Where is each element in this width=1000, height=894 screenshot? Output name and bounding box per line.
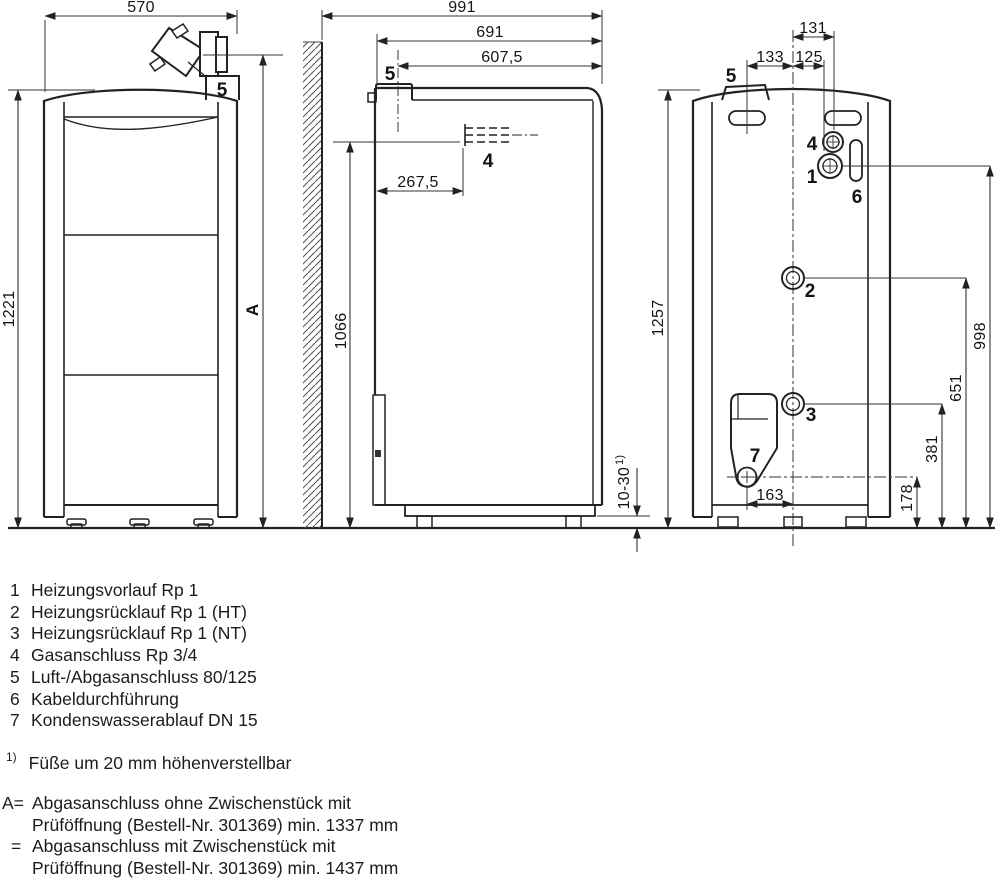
connection-gas xyxy=(823,132,843,152)
rear-view xyxy=(693,30,890,546)
legend-item-number: 3 xyxy=(10,623,20,644)
callout-return-nt: 3 xyxy=(805,405,817,426)
legend-item-number: 6 xyxy=(10,688,20,709)
legend-item xyxy=(10,580,258,602)
gas-pipe-hidden xyxy=(465,124,538,146)
legend-item-number: 2 xyxy=(10,601,20,622)
legend-item-number: 1 xyxy=(10,580,20,600)
note-a xyxy=(2,793,398,879)
legend-item-label: Heizungsvorlauf Rp 1 xyxy=(31,580,199,600)
legend-item xyxy=(10,645,258,667)
front-feet xyxy=(67,519,213,528)
dim-front-height: 1221 xyxy=(1,290,18,328)
legend-item xyxy=(10,710,258,732)
footnote-marker: 1) xyxy=(6,750,17,764)
dim-return-nt-height: 381 xyxy=(924,435,941,463)
dim-offset-gas: 131 xyxy=(799,20,827,37)
side-dimensions xyxy=(322,10,650,552)
legend-item-label: Luft-/Abgasanschluss 80/125 xyxy=(31,666,257,687)
front-view xyxy=(44,24,239,528)
callout-condensate: 7 xyxy=(749,446,761,467)
note-a-line xyxy=(2,793,398,815)
dim-side-height: 1066 xyxy=(333,312,350,350)
callout-flue-front: 5 xyxy=(216,80,228,101)
dim-wall-to-front: 991 xyxy=(448,0,476,16)
dim-offset-slot: 133 xyxy=(756,49,784,66)
rear-feet xyxy=(718,517,866,527)
legend-item-number: 7 xyxy=(10,710,20,731)
connection-flow xyxy=(818,154,842,178)
callout-return-ht: 2 xyxy=(804,281,816,302)
dim-offset-flow: 125 xyxy=(795,49,823,66)
legend-item-label: Heizungsrücklauf Rp 1 (HT) xyxy=(31,601,247,622)
legend-item-number: 4 xyxy=(10,645,20,666)
dim-condensate-offset: 163 xyxy=(756,487,784,504)
callout-gas-side: 4 xyxy=(482,151,494,172)
callout-cable: 6 xyxy=(851,187,863,208)
note-a-text: Prüföffnung (Bestell-Nr. 301369) min. 1337 mm xyxy=(32,814,399,835)
dim-flue-to-front: 607,5 xyxy=(481,49,523,66)
dim-clearance-a: A xyxy=(243,303,262,317)
footnote xyxy=(6,750,291,774)
footnote-text: Füße um 20 mm höhenverstellbar xyxy=(28,753,292,773)
note-a-text: Abgasanschluss mit Zwischenstück mit xyxy=(32,836,336,857)
dim-gas-offset: 267,5 xyxy=(397,174,439,191)
connection-cable-grommet xyxy=(850,140,862,181)
note-a-text: Prüföffnung (Bestell-Nr. 301369) min. 1437 mm xyxy=(32,857,399,878)
legend-item xyxy=(10,623,258,645)
dim-condensate-height: 178 xyxy=(899,484,916,512)
callout-gas-rear: 4 xyxy=(806,134,818,155)
dim-depth: 691 xyxy=(476,24,504,41)
note-a-marker: A= xyxy=(2,793,24,813)
dim-foot-adjust: 10-30$^{1)}$ xyxy=(614,454,633,510)
legend-item-label: Heizungsrücklauf Rp 1 (NT) xyxy=(31,623,247,644)
note-a-line xyxy=(2,858,398,880)
wall-section xyxy=(303,42,322,528)
legend xyxy=(10,580,258,732)
legend-item xyxy=(10,667,258,689)
legend-item-label: Kondenswasserablauf DN 15 xyxy=(31,710,258,731)
dim-flow-height: 998 xyxy=(972,322,989,350)
callout-flue-rear: 5 xyxy=(725,66,737,87)
legend-item xyxy=(10,689,258,711)
note-a-marker: = xyxy=(11,836,22,857)
legend-item-label: Kabeldurchführung xyxy=(31,688,179,709)
callout-flue-side: 5 xyxy=(384,64,396,85)
note-a-text: Abgasanschluss ohne Zwischenstück mit xyxy=(32,793,352,813)
note-a-line xyxy=(2,815,398,837)
dim-return-ht-height: 651 xyxy=(948,374,965,402)
dim-front-width: 570 xyxy=(127,0,155,16)
front-dimensions xyxy=(8,10,283,528)
legend-item xyxy=(10,602,258,624)
legend-item-number: 5 xyxy=(10,666,20,687)
note-a-line xyxy=(2,836,398,858)
callout-flow: 1 xyxy=(806,167,818,188)
connection-condensate xyxy=(731,394,777,487)
legend-item-label: Gasanschluss Rp 3/4 xyxy=(31,645,198,666)
dim-rear-height: 1257 xyxy=(650,299,667,337)
